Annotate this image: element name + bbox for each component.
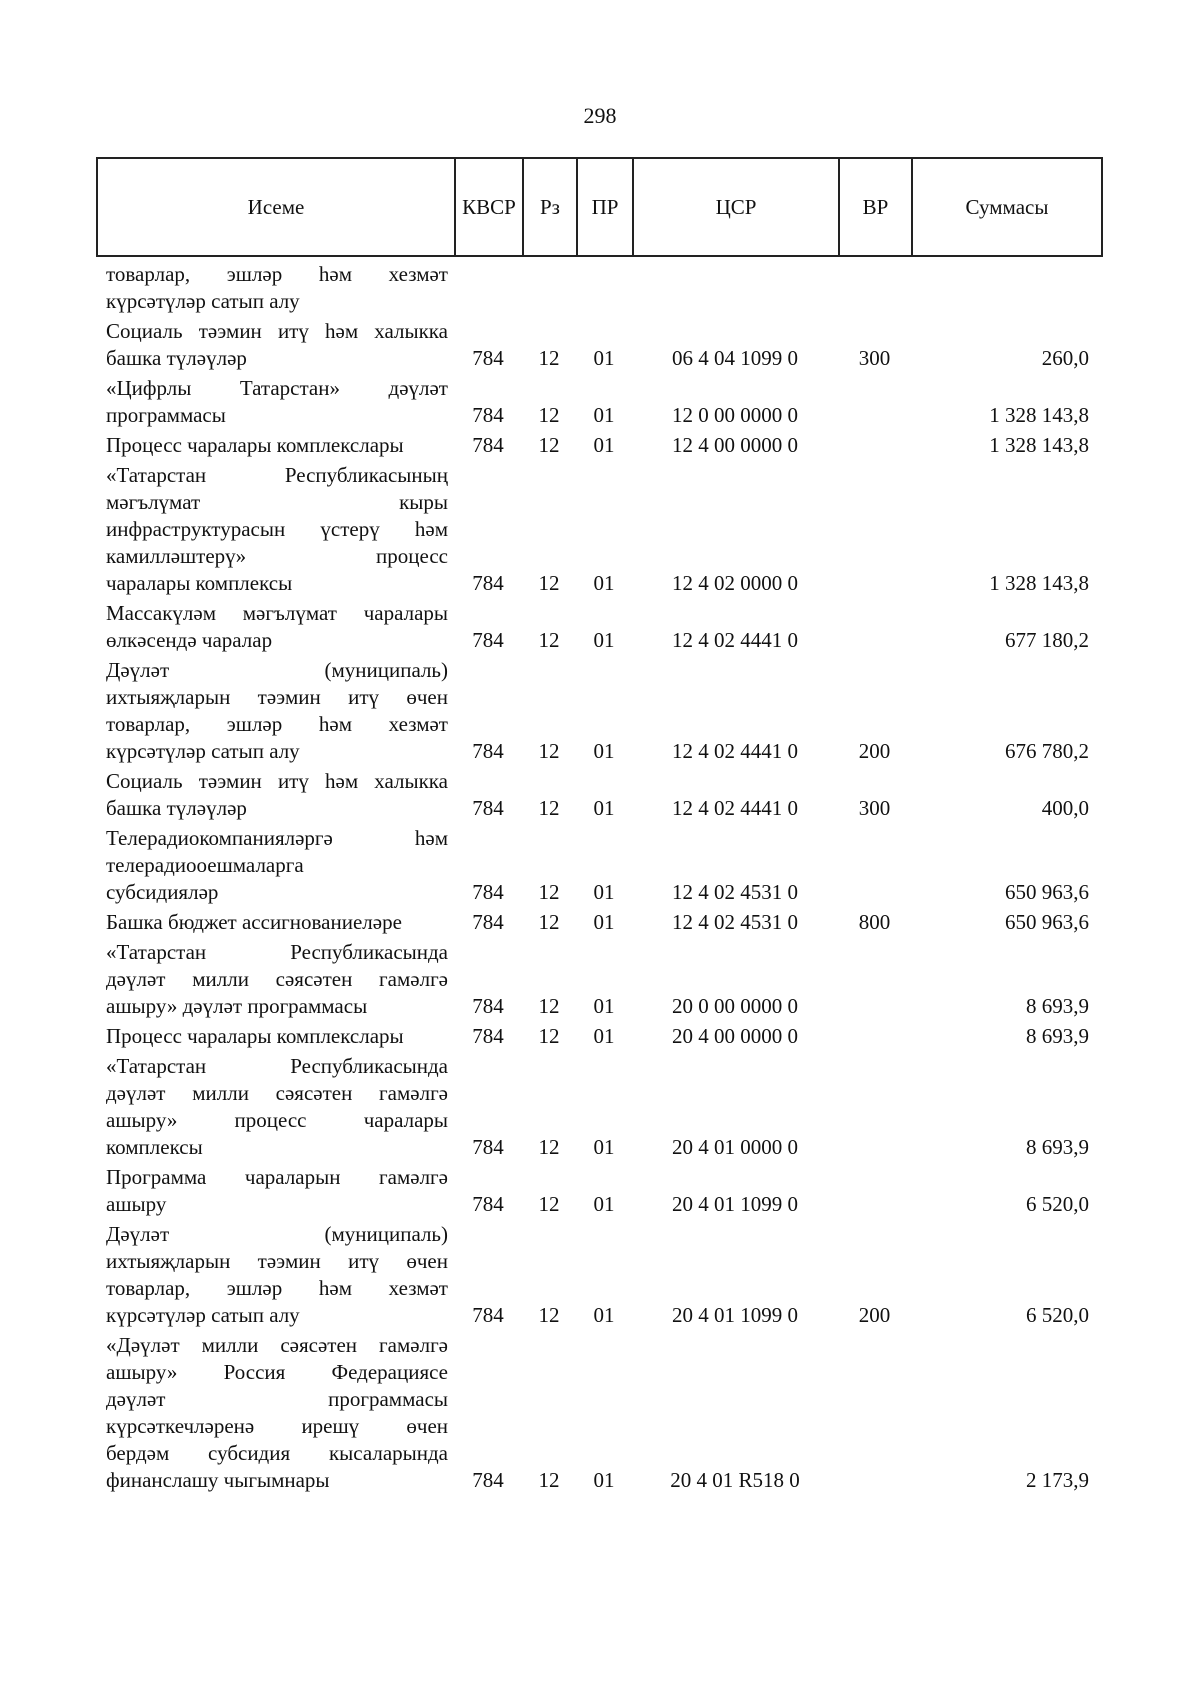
row-sum: 677 180,2 — [1005, 628, 1089, 652]
row-vr — [838, 432, 911, 459]
row-vr — [838, 288, 911, 315]
row-name-line: дәүләт милли сәясәтен гамәлгә — [106, 1081, 448, 1105]
row-rz — [522, 288, 576, 315]
row-pr: 01 — [593, 1192, 615, 1216]
table-row — [96, 462, 1103, 597]
row-name-line: «Татарстан Республикасында — [106, 940, 448, 964]
page-number: 298 — [583, 103, 617, 128]
row-rz: 12 — [538, 739, 560, 763]
row-kvsr: 784 — [472, 571, 504, 595]
row-kvsr: 784 — [472, 403, 504, 427]
row-name — [106, 261, 448, 315]
column-header-kvsr: КВСР — [456, 159, 524, 255]
row-rz: 12 — [538, 1192, 560, 1216]
row-name-line: Процесс чаралары комплекслары — [106, 1024, 404, 1048]
row-name — [106, 1053, 448, 1161]
table-row — [96, 261, 1103, 315]
row-name — [106, 909, 448, 936]
row-rz: 12 — [538, 403, 560, 427]
row-kvsr: 784 — [472, 796, 504, 820]
table-row — [96, 939, 1103, 1020]
row-name-line: Процесс чаралары комплекслары — [106, 433, 404, 457]
row-csr: 20 4 01 1099 0 — [672, 1303, 798, 1327]
row-kvsr: 784 — [472, 1024, 504, 1048]
row-name-line: Массакүләм мәгълүмат чаралары — [106, 601, 448, 625]
row-name-line: күрсәтүләр сатып алу — [106, 739, 300, 763]
row-pr: 01 — [593, 1024, 615, 1048]
row-rz: 12 — [538, 1135, 560, 1159]
row-vr: 200 — [858, 739, 891, 763]
row-csr: 12 0 00 0000 0 — [672, 403, 798, 427]
row-sum: 676 780,2 — [1005, 739, 1089, 763]
row-pr: 01 — [593, 880, 615, 904]
row-name-line: камилләштерү» процесс — [106, 544, 448, 568]
row-csr: 12 4 02 4441 0 — [672, 739, 798, 763]
row-kvsr: 784 — [472, 1468, 504, 1492]
row-name-line: инфраструктурасын үстерү һәм — [106, 517, 448, 541]
row-kvsr: 784 — [472, 910, 504, 934]
row-pr: 01 — [593, 910, 615, 934]
row-name-line: Башка бюджет ассигнованиеләре — [106, 910, 402, 934]
row-name-line: «Цифрлы Татарстан» дәүләт — [106, 376, 448, 400]
row-csr: 12 4 02 4441 0 — [672, 628, 798, 652]
row-kvsr: 784 — [472, 994, 504, 1018]
row-sum: 400,0 — [1041, 796, 1089, 820]
row-csr: 20 4 00 0000 0 — [672, 1024, 798, 1048]
table-row — [96, 1332, 1103, 1494]
row-rz: 12 — [538, 1303, 560, 1327]
row-kvsr — [454, 288, 522, 315]
row-sum: 2 173,9 — [1026, 1468, 1089, 1492]
row-sum: 8 693,9 — [1026, 994, 1089, 1018]
row-sum: 1 328 143,8 — [989, 403, 1089, 427]
table-row — [96, 768, 1103, 822]
table-row — [96, 825, 1103, 906]
row-name-line: Социаль тәэмин итү һәм халыкка — [106, 769, 448, 793]
row-name-line: ашыру» дәүләт программасы — [106, 994, 368, 1018]
row-name — [106, 768, 448, 822]
row-name-line: Дәүләт (муниципаль) — [106, 658, 448, 682]
row-vr — [838, 1023, 911, 1050]
table-row — [96, 432, 1103, 459]
row-rz: 12 — [538, 1024, 560, 1048]
row-name — [106, 825, 448, 906]
table-row — [96, 1164, 1103, 1218]
column-header-pr: ПР — [578, 159, 634, 255]
row-csr: 12 4 02 0000 0 — [672, 571, 798, 595]
table-row — [96, 909, 1103, 936]
table-row — [96, 1221, 1103, 1329]
table-row — [96, 318, 1103, 372]
row-name-line: субсидияләр — [106, 880, 219, 904]
row-name-line: Дәүләт (муниципаль) — [106, 1222, 448, 1246]
column-header-vr: ВР — [840, 159, 913, 255]
row-name-line: товарлар, эшләр һәм хезмәт — [106, 1276, 448, 1300]
row-name-line: күрсәтүләр сатып алу — [106, 1303, 300, 1327]
row-kvsr: 784 — [472, 628, 504, 652]
row-pr: 01 — [593, 403, 615, 427]
row-csr — [632, 288, 838, 315]
row-name-line: күрсәткечләренә ирешү өчен — [106, 1414, 448, 1438]
row-name-line: бердәм субсидия кысаларында — [106, 1441, 448, 1465]
row-rz: 12 — [538, 346, 560, 370]
row-vr: 800 — [858, 910, 891, 934]
row-name-line: товарлар, эшләр һәм хезмәт — [106, 262, 448, 286]
row-rz: 12 — [538, 628, 560, 652]
row-pr: 01 — [593, 628, 615, 652]
row-name — [106, 939, 448, 1020]
row-sum — [911, 288, 1089, 315]
row-vr: 300 — [858, 796, 891, 820]
row-csr: 20 4 01 1099 0 — [672, 1192, 798, 1216]
row-name-line: Программа чараларын гамәлгә — [106, 1165, 448, 1189]
row-vr — [838, 879, 911, 906]
row-name — [106, 657, 448, 765]
row-sum: 6 520,0 — [1026, 1303, 1089, 1327]
row-name — [106, 600, 448, 654]
row-pr: 01 — [593, 1303, 615, 1327]
row-name-line: күрсәтүләр сатып алу — [106, 289, 300, 313]
row-pr: 01 — [593, 346, 615, 370]
table-header — [96, 157, 1103, 257]
row-vr — [838, 1191, 911, 1218]
row-sum: 260,0 — [1041, 346, 1089, 370]
column-header-csr: ЦСР — [634, 159, 840, 255]
row-name-line: «Татарстан Республикасының — [106, 463, 448, 487]
row-name-line: финанслашу чыгымнары — [106, 1468, 330, 1492]
row-name-line: Телерадиокомпанияләргә һәм — [106, 826, 448, 850]
row-csr: 06 4 04 1099 0 — [672, 346, 798, 370]
row-rz: 12 — [538, 571, 560, 595]
row-vr — [838, 993, 911, 1020]
row-vr — [838, 1134, 911, 1161]
row-name-line: дәүләт программасы — [106, 1387, 448, 1411]
row-name — [106, 375, 448, 429]
row-kvsr: 784 — [472, 1192, 504, 1216]
row-pr — [576, 288, 632, 315]
row-pr: 01 — [593, 994, 615, 1018]
row-name — [106, 1221, 448, 1329]
row-name — [106, 1164, 448, 1218]
row-name-line: программасы — [106, 403, 226, 427]
row-name-line: товарлар, эшләр һәм хезмәт — [106, 712, 448, 736]
row-csr: 12 4 02 4531 0 — [672, 910, 798, 934]
row-name-line: Социаль тәэмин итү һәм халыкка — [106, 319, 448, 343]
row-csr: 12 4 00 0000 0 — [672, 433, 798, 457]
row-name — [106, 462, 448, 597]
row-csr: 12 4 02 4531 0 — [672, 880, 798, 904]
row-rz: 12 — [538, 1468, 560, 1492]
row-sum: 1 328 143,8 — [989, 571, 1089, 595]
row-pr: 01 — [593, 739, 615, 763]
row-name-line: ашыру» Россия Федерациясе — [106, 1360, 448, 1384]
row-sum: 8 693,9 — [1026, 1024, 1089, 1048]
row-vr — [838, 402, 911, 429]
column-header-name: Исеме — [98, 159, 456, 255]
row-kvsr: 784 — [472, 1303, 504, 1327]
row-name — [106, 1023, 448, 1050]
row-pr: 01 — [593, 1135, 615, 1159]
row-kvsr: 784 — [472, 433, 504, 457]
row-rz: 12 — [538, 433, 560, 457]
row-sum: 1 328 143,8 — [989, 433, 1089, 457]
column-header-sum: Суммасы — [965, 194, 1049, 219]
row-csr: 12 4 02 4441 0 — [672, 796, 798, 820]
row-vr: 300 — [858, 346, 891, 370]
row-name-line: ихтыяҗларын тәэмин итү өчен — [106, 1249, 448, 1273]
row-vr — [838, 570, 911, 597]
row-name-line: ашыру» процесс чаралары — [106, 1108, 448, 1132]
row-name-line: чаралары комплексы — [106, 571, 293, 595]
row-sum: 8 693,9 — [1026, 1135, 1089, 1159]
table-row — [96, 600, 1103, 654]
row-name-line: телерадиооешмаларга — [106, 853, 304, 877]
row-name-line: «Татарстан Республикасында — [106, 1054, 448, 1078]
table-row — [96, 657, 1103, 765]
row-csr: 20 0 00 0000 0 — [672, 994, 798, 1018]
row-name-line: башка түләүләр — [106, 796, 247, 820]
row-name-line: башка түләүләр — [106, 346, 247, 370]
column-header-rz: Рз — [524, 159, 578, 255]
row-rz: 12 — [538, 796, 560, 820]
row-csr: 20 4 01 0000 0 — [672, 1135, 798, 1159]
row-kvsr: 784 — [472, 880, 504, 904]
row-vr: 200 — [858, 1303, 891, 1327]
row-vr — [838, 1467, 911, 1494]
table-row — [96, 375, 1103, 429]
row-name — [106, 432, 448, 459]
table-row — [96, 1053, 1103, 1161]
row-name-line: өлкәсендә чаралар — [106, 628, 273, 652]
row-kvsr: 784 — [472, 739, 504, 763]
row-name-line: «Дәүләт милли сәясәтен гамәлгә — [106, 1333, 448, 1357]
row-name-line: дәүләт милли сәясәтен гамәлгә — [106, 967, 448, 991]
row-rz: 12 — [538, 880, 560, 904]
row-name — [106, 1332, 448, 1494]
row-sum: 650 963,6 — [1005, 910, 1089, 934]
row-name-line: ашыру — [106, 1192, 167, 1216]
table-row — [96, 1023, 1103, 1050]
row-csr: 20 4 01 R518 0 — [670, 1468, 800, 1492]
row-kvsr: 784 — [472, 1135, 504, 1159]
row-pr: 01 — [593, 796, 615, 820]
row-pr: 01 — [593, 1468, 615, 1492]
row-kvsr: 784 — [472, 346, 504, 370]
row-name-line: ихтыяҗларын тәэмин итү өчен — [106, 685, 448, 709]
row-name — [106, 318, 448, 372]
row-name-line: мәгълүмат кыры — [106, 490, 448, 514]
row-rz: 12 — [538, 910, 560, 934]
row-vr — [838, 627, 911, 654]
row-rz: 12 — [538, 994, 560, 1018]
row-sum: 650 963,6 — [1005, 880, 1089, 904]
row-name-line: комплексы — [106, 1135, 203, 1159]
row-sum: 6 520,0 — [1026, 1192, 1089, 1216]
row-pr: 01 — [593, 571, 615, 595]
row-pr: 01 — [593, 433, 615, 457]
